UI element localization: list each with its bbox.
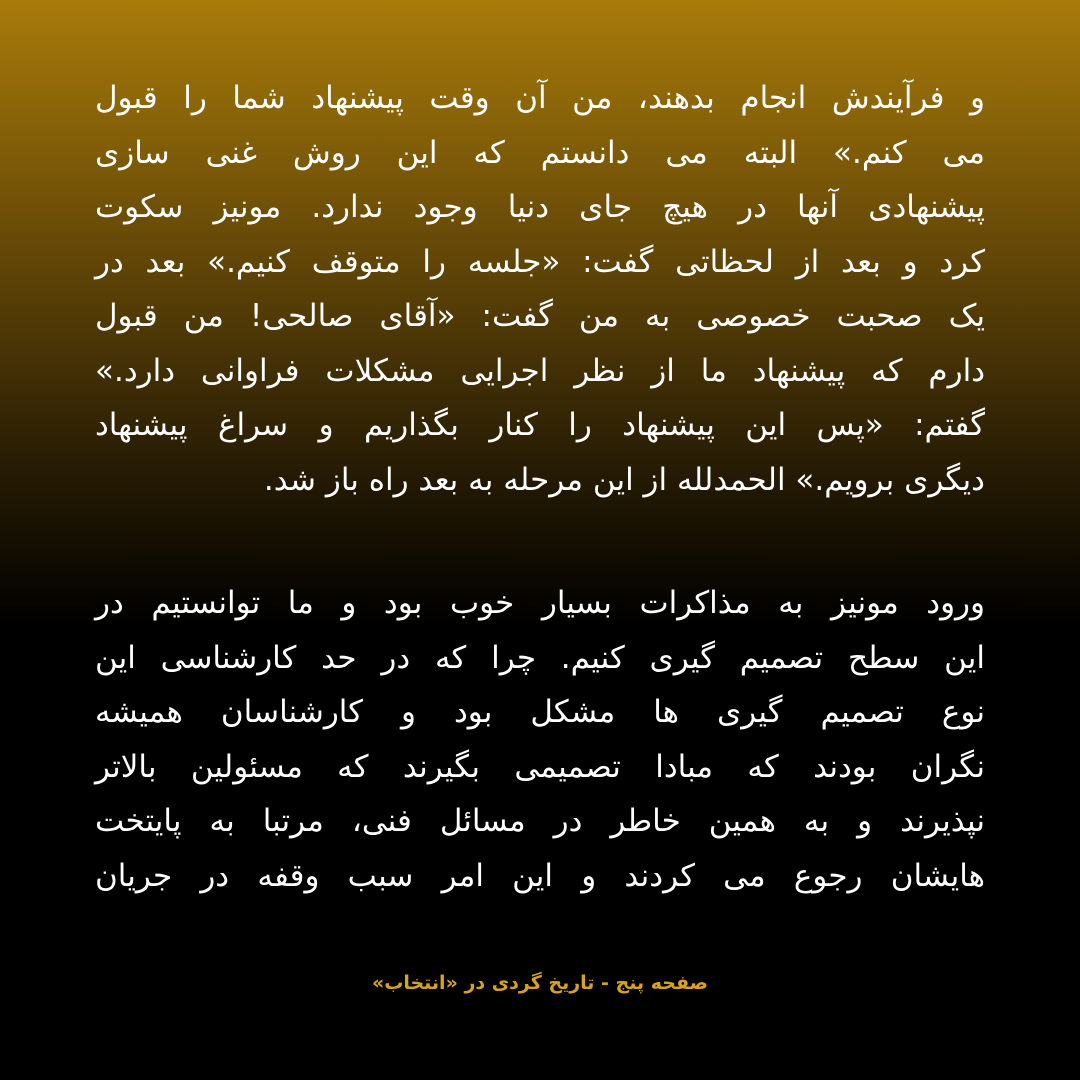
paragraph-line: نپذیرند و به همین خاطر در مسائل فنی، مرتبا به پایتخت: [95, 803, 985, 839]
paragraph-line: هایشان رجوع می کردند و این امر سبب وقفه در جریان: [95, 857, 985, 894]
paragraph-line: دارم که پیشنهاد ما از نظر اجرایی مشکلات فراوانی دارد.»: [95, 352, 985, 389]
paragraph-line: نوع تصمیم گیری ها مشکل بود و کارشناسان همیشه: [95, 694, 985, 730]
paragraph-line: ورود مونیز به مذاکرات بسیار خوب بود و ما توانستیم در: [95, 585, 985, 621]
page-footer: صفحه پنج - تاریخ گردی در «انتخاب»: [371, 972, 709, 994]
paragraph-line: این سطح تصمیم گیری کنیم. چرا که در حد کارشناسی این: [95, 639, 985, 676]
paragraph-2: [95, 576, 985, 903]
paragraph-1: [95, 71, 985, 507]
paragraph-line: نگران بودند که مبادا تصمیمی بگیرند که مسئولین بالاتر: [95, 748, 985, 785]
paragraph-line: و فرآیندش انجام بدهند، من آن وقت پیشنهاد شما را قبول: [95, 80, 985, 116]
paragraph-line: کرد و بعد از لحظاتی گفت: «جلسه را متوقف کنیم.» بعد در: [95, 243, 985, 280]
paragraph-line: یک صحبت خصوصی به من گفت: «آقای صالحی! من قبول: [95, 298, 985, 334]
paragraph-line: دیگری برویم.» الحمدلله از این مرحله به بعد راه باز شد.: [263, 461, 985, 498]
paragraph-line: پیشنهادی آنها در هیچ جای دنیا وجود ندارد. مونیز سکوت: [95, 189, 985, 225]
paragraph-line: گفتم: «پس این پیشنهاد را کنار بگذاریم و سراغ پیشنهاد: [95, 407, 985, 443]
paragraph-line: می کنم.» البته می دانستم که این روش غنی سازی: [95, 134, 985, 171]
